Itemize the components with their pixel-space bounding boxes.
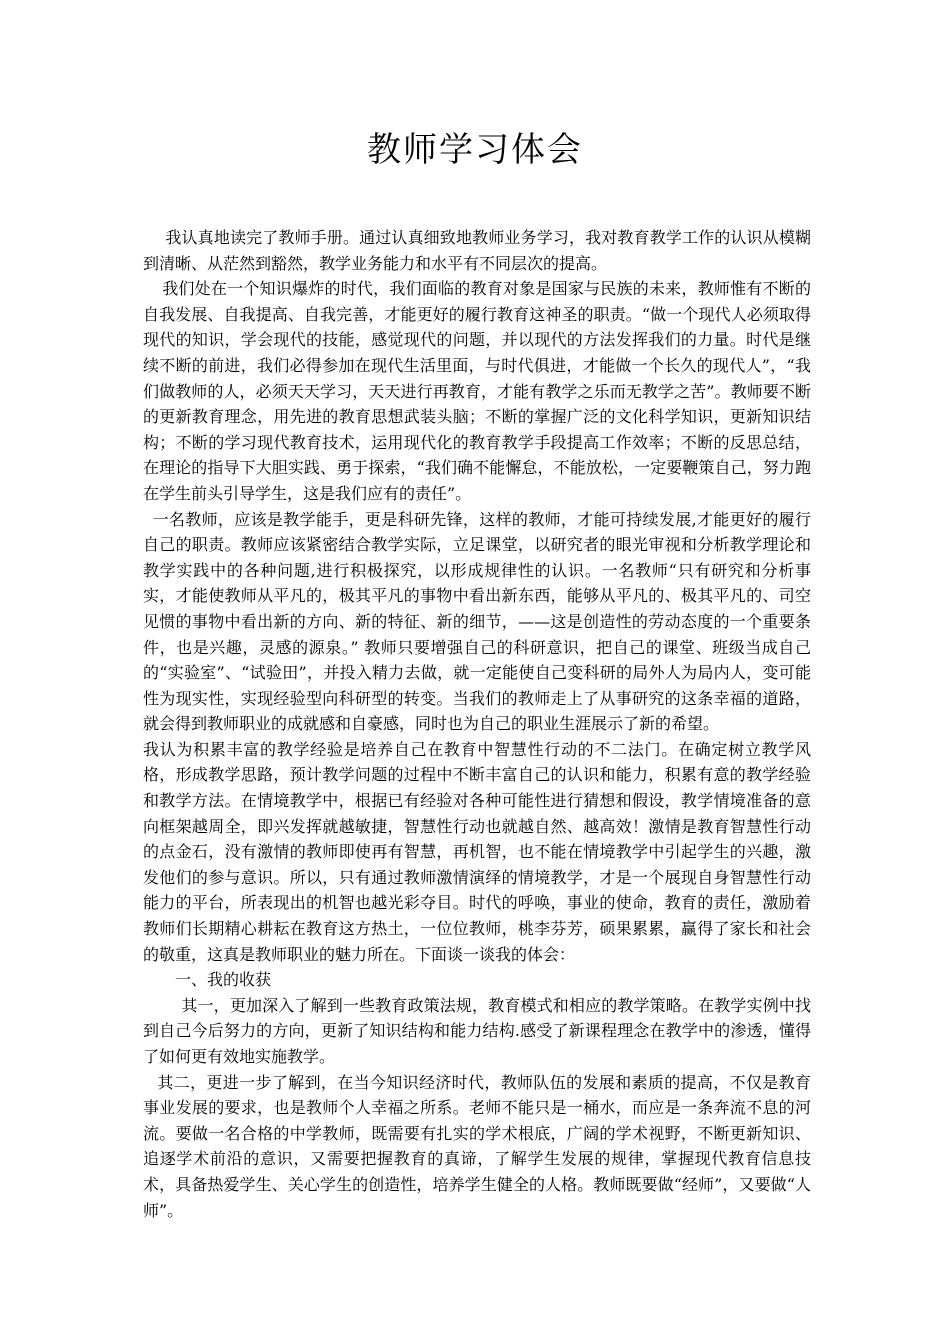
paragraph-intro: 我认真地读完了教师手册。通过认真细致地教师业务学习，我对教育教学工作的认识从模糊到清晰、从茫然到豁然，教学业务能力和水平有不同层次的提高。 [143,228,811,273]
paragraph-first-point: 其一，更加深入了解到一些教育政策法规，教育模式和相应的教学策略。在教学实例中找到自己今后努力的方向，更新了知识结构和能力结构.感受了新课程理念在教学中的渗透，懂得了如何更有效地实施教学。 [143,995,811,1066]
paragraph-research-teacher: 一名教师，应该是教学能手，更是科研先锋，这样的教师，才能可持续发展,才能更好的履行自己的职责。教师应该紧密结合教学实际，立足课堂，以研究者的眼光审视和分析教学理论和教学实践中的各种问题,进行积极探究，以形成规律性的认识。一名教师“只有研究和分析事实，才能使教师从平凡的，极其平凡的事物中看出新东西，能够从平凡的、极其平凡的、司空见惯的事物中看出新的方向、新的特征、新的细节，——这是创造性的劳动态度的一个重要条件，也是兴趣，灵感的源泉。” 教师只要增强自己的科研意识，把自己的课堂、班级当成自己的“实验室”、“试验田”，并投入精力去做，就一定能使自己变科研的局外人为局内人，变可能性为现实性，实现经验型向科研型的转变。当我们的教师走上了从事研究的这条幸福的道路，就会得到教师职业的成就感和自豪感，同时也为自己的职业生涯展示了新的希望。 [143,509,811,734]
document-body [143,225,811,1223]
section-heading-harvest: 一、我的收获 [175,970,272,990]
paragraph-second-point: 其二，更进一步了解到，在当今知识经济时代，教师队伍的发展和素质的提高，不仅是教育事业发展的要求，也是教师个人幸福之所系。老师不能只是一桶水，而应是一条奔流不息的河流。要做一名合格的中学教师，既需要有扎实的学术根底，广阔的学术视野，不断更新知识、追逐学术前沿的意识，又需要把握教育的真谛，了解学生发展的规律，掌握现代教育信息技术，具备热爱学生、关心学生的创造性，培养学生健全的人格。教师既要做“经师”，又要做“人师”。 [143,1072,811,1220]
document-title: 教师学习体会 [367,130,583,170]
paragraph-teaching-experience: 我认为积累丰富的教学经验是培养自己在教育中智慧性行动的不二法门。在确定树立教学风格，形成教学思路，预计教学问题的过程中不断丰富自己的认识和能力，积累有意的教学经验和教学方法。在情境教学中，根据已有经验对各种可能性进行猜想和假设，教学情境准备的意向框架越周全，即兴发挥就越敏捷，智慧性行动也就越自然、越高效！激情是教育智慧性行动的点金石，没有激情的教师即使再有智慧，再机智，也不能在情境教学中引起学生的兴趣，激发他们的参与意识。所以，只有通过教师激情演绎的情境教学，才是一个展现自身智慧性行动能力的平台，所表现出的机智也越光彩夺目。时代的呼唤，事业的使命，教育的责任，激励着教师们长期精心耕耘在教育这方热土，一位位教师，桃李芬芳，硕果累累，赢得了家长和社会的敬重，这真是教师职业的魅力所在。下面谈一谈我的体会： [143,739,811,964]
paragraph-knowledge-era: 我们处在一个知识爆炸的时代，我们面临的教育对象是国家与民族的未来，教师惟有不断的自我发展、自我提高、自我完善，才能更好的履行教育这神圣的职责。“做一个现代人必须取得现代的知识，学会现代的技能，感觉现代的问题，并以现代的方法发挥我们的力量。时代是继续不断的前进，我们必得参加在现代生活里面，与时代俱进，才能做一个长久的现代人”，“我们做教师的人，必须天天学习，天天进行再教育，才能有教学之乐而无教学之苦”。教师要不断的更新教育理念，用先进的教育思想武装头脑；不断的掌握广泛的文化科学知识，更新知识结构；不断的学习现代教育技术，运用现代化的教育教学手段提高工作效率；不断的反思总结，在理论的指导下大胆实践、勇于探索，“我们确不能懈怠，不能放松，一定要鞭策自己，努力跑在学生前头引导学生，这是我们应有的责任”。 [143,279,811,503]
